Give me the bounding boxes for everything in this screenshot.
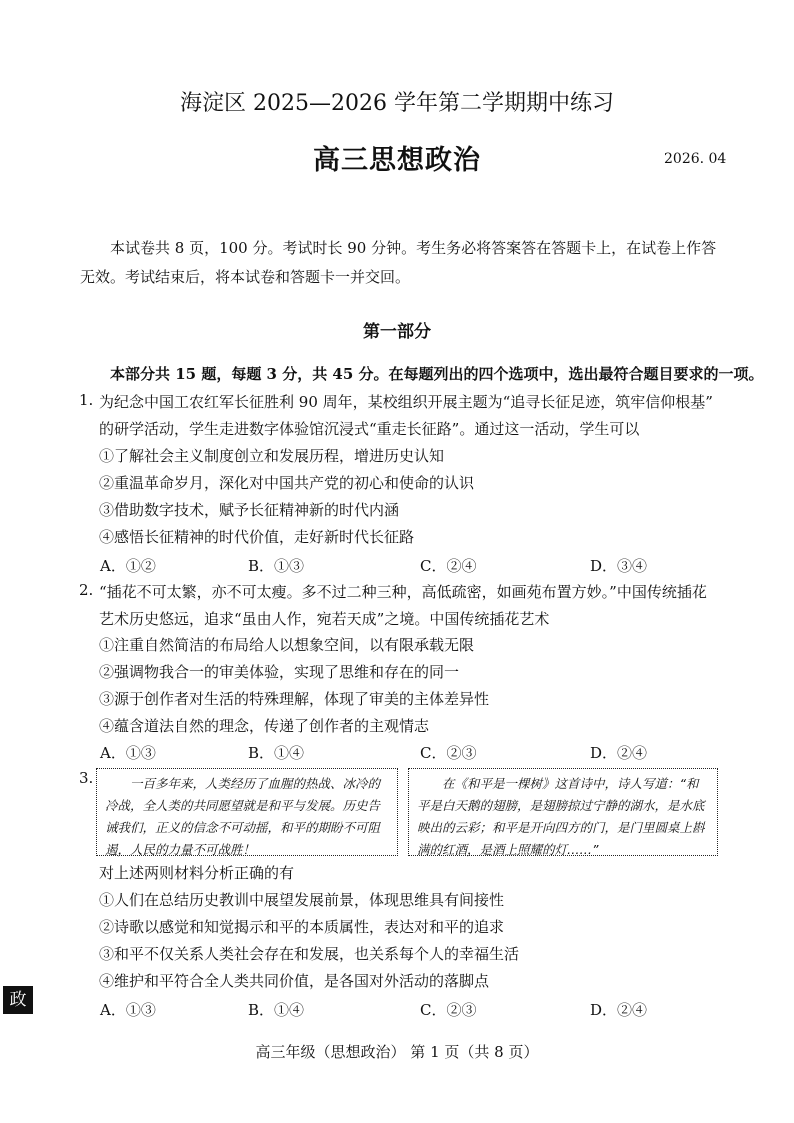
material-text: 在《和平是一棵树》这首诗中，诗人写道：“和平是白天鹅的翅膀，是翅膀掠过宁静的湖水，是水底映出的云彩；和平是开向四方的门，是门里圆桌上斟满的红酒，是酒上照耀的灯……” xyxy=(417,776,705,857)
statement: ③借助数字技术，赋予长征精神新的时代内涵 xyxy=(99,501,400,519)
statement: ①注重自然简洁的布局给人以想象空间，以有限承载无限 xyxy=(99,636,475,654)
question-stem-line: “插花不可太繁，亦不可太瘦。多不过二种三种，高低疏密，如画苑布置方妙。”中国传统插花 xyxy=(99,583,707,601)
statement: ③源于创作者对生活的特殊理解，体现了审美的主体差异性 xyxy=(99,690,490,708)
exam-date: 2026. 04 xyxy=(664,151,727,167)
statement: ④维护和平符合全人类共同价值，是各国对外活动的落脚点 xyxy=(99,972,490,990)
exam-title: 海淀区 2025—2026 学年第二学期期中练习 xyxy=(180,91,614,116)
statement: ②重温革命岁月，深化对中国共产党的初心和使命的认识 xyxy=(99,474,475,492)
option-a[interactable]: A．①③ xyxy=(100,1001,156,1019)
statement: ④蕴含道法自然的理念，传递了创作者的主观情志 xyxy=(99,717,430,735)
option-d[interactable]: D．③④ xyxy=(590,557,648,575)
material-box-left xyxy=(96,768,398,856)
statement: ②强调物我合一的审美体验，实现了思维和存在的同一 xyxy=(99,663,460,681)
question-stem-line: 为纪念中国工农红军长征胜利 90 周年，某校组织开展主题为“追寻长征足迹，筑牢信仰根基” xyxy=(99,393,713,411)
option-c[interactable]: C．②④ xyxy=(420,557,477,575)
question-stem-line: 对上述两则材料分析正确的有 xyxy=(99,864,295,882)
part-description: 本部分共 15 题，每题 3 分，共 45 分。在每题列出的四个选项中，选出最符合题目要求的一项。 xyxy=(110,365,764,383)
page-footer: 高三年级（思想政治） 第 1 页（共 8 页） xyxy=(255,1043,539,1061)
exam-instructions: 本试卷共 8 页，100 分。考试时长 90 分钟。考生务必将答案答在答题卡上，在试卷上作答无效。考试结束后，将本试卷和答题卡一并交回。 xyxy=(80,239,717,286)
statement: ①人们在总结历史教训中展望发展前景，体现思维具有间接性 xyxy=(99,891,505,909)
subject-title: 高三思想政治 xyxy=(313,145,481,176)
option-a[interactable]: A．①② xyxy=(100,557,156,575)
option-a[interactable]: A．①③ xyxy=(100,744,156,762)
question-stem-line: 艺术历史悠远，追求“虽由人作，宛若天成”之境。中国传统插花艺术 xyxy=(99,610,550,628)
option-b[interactable]: B．①④ xyxy=(248,1001,305,1019)
material-text: 一百多年来，人类经历了血腥的热战、冰冷的冷战，全人类的共同愿望就是和平与发展。历史告诫我们，正义的信念不可动摇，和平的期盼不可阻遏，人民的力量不可战胜！ xyxy=(105,776,381,857)
option-d[interactable]: D．②④ xyxy=(590,1001,648,1019)
statement: ④感悟长征精神的时代价值，走好新时代长征路 xyxy=(99,528,415,546)
question-number: 1. xyxy=(79,391,94,409)
option-c[interactable]: C．②③ xyxy=(420,744,477,762)
question-stem-line: 的研学活动，学生走进数字体验馆沉浸式“重走长征路”。通过这一活动，学生可以 xyxy=(99,420,640,438)
statement: ①了解社会主义制度创立和发展历程，增进历史认知 xyxy=(99,447,445,465)
subject-side-tab: 政 xyxy=(3,986,33,1014)
option-b[interactable]: B．①③ xyxy=(248,557,305,575)
part-title: 第一部分 xyxy=(363,322,431,342)
question-number: 3. xyxy=(79,769,94,787)
option-c[interactable]: C．②③ xyxy=(420,1001,477,1019)
statement: ②诗歌以感觉和知觉揭示和平的本质属性，表达对和平的追求 xyxy=(99,918,505,936)
statement: ③和平不仅关系人类社会存在和发展，也关系每个人的幸福生活 xyxy=(99,945,520,963)
question-number: 2. xyxy=(79,581,94,599)
material-box-right xyxy=(408,768,718,856)
option-b[interactable]: B．①④ xyxy=(248,744,305,762)
option-d[interactable]: D．②④ xyxy=(590,744,648,762)
